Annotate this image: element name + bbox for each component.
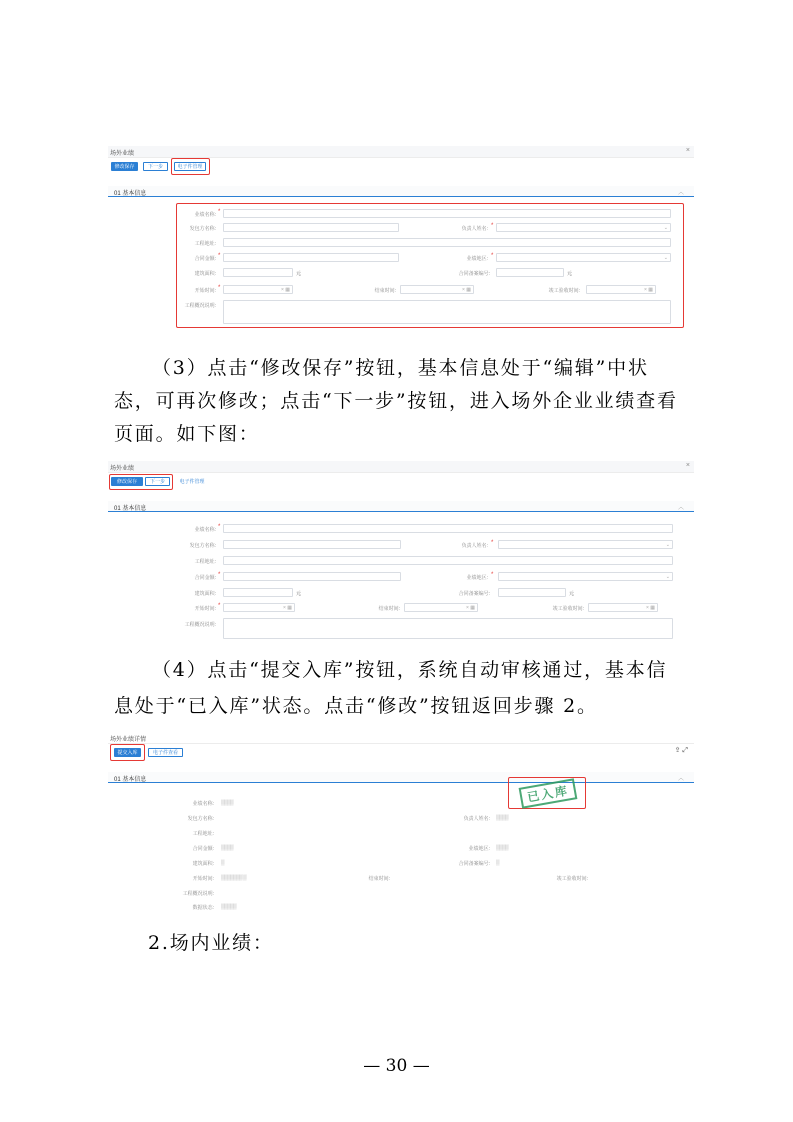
area-input[interactable] bbox=[223, 268, 293, 277]
section-title: 01 基本信息 bbox=[114, 506, 147, 512]
paragraph-step3 bbox=[114, 352, 699, 451]
region-select[interactable] bbox=[496, 253, 671, 262]
para-line: （4）点击“提交入库”按钮，系统自动审核通过，基本信 bbox=[152, 659, 668, 681]
attachment-view-button[interactable]: 电子件查看 bbox=[148, 748, 183, 757]
value-start: ▒▒▒▒▒▒▒ ▒ bbox=[221, 875, 247, 881]
unit: 元 bbox=[296, 591, 302, 597]
label-name: 业绩名称: bbox=[192, 801, 214, 807]
addr-input[interactable] bbox=[223, 556, 673, 565]
highlight-box bbox=[109, 474, 173, 490]
label-region: 业绩地区: bbox=[466, 256, 488, 262]
submit-button[interactable]: 提交入库 bbox=[114, 748, 141, 757]
accept-date-input[interactable] bbox=[586, 285, 656, 294]
paragraph-step4 bbox=[114, 652, 699, 724]
region-select[interactable] bbox=[498, 572, 673, 581]
label-desc: 工程概况说明: bbox=[184, 622, 216, 628]
close-icon[interactable]: × bbox=[685, 462, 690, 469]
section-header bbox=[108, 772, 694, 783]
label-end: 结束时间: bbox=[374, 288, 396, 294]
label-status: 数据状态: bbox=[192, 905, 214, 911]
label-accept: 竣工验收时间: bbox=[556, 876, 588, 882]
owner-input[interactable] bbox=[223, 223, 399, 232]
chevron-down-icon: ⌄ bbox=[665, 542, 670, 548]
label-area: 建筑面积: bbox=[192, 861, 214, 867]
section-header bbox=[108, 186, 694, 197]
screenshot-detail-view bbox=[108, 732, 694, 912]
para-line: （3）点击“修改保存”按钮，基本信息处于“编辑”中状 bbox=[152, 357, 649, 379]
desc-textarea[interactable] bbox=[223, 300, 671, 324]
value-amount: ▒▒▒▒ bbox=[221, 845, 234, 851]
label-start: 开始时间: bbox=[194, 288, 216, 294]
label-person: 负责人姓名: bbox=[461, 226, 488, 232]
calendar-icon: × ▦ bbox=[643, 287, 653, 293]
unit: 元 bbox=[569, 591, 575, 597]
label-start: 开始时间: bbox=[192, 876, 214, 882]
section-title: 01 基本信息 bbox=[114, 191, 147, 197]
desc-textarea[interactable] bbox=[223, 618, 673, 639]
label-name: 业绩名称: bbox=[194, 527, 216, 533]
label-end: 结束时间: bbox=[368, 876, 390, 882]
amount-input[interactable] bbox=[223, 572, 401, 581]
value-contract-no: ▒ bbox=[496, 860, 500, 866]
value-name: ▒▒▒▒ bbox=[221, 800, 234, 806]
attachment-button[interactable]: 电子件管理 bbox=[176, 477, 208, 486]
chevron-up-icon[interactable]: ︿ bbox=[677, 776, 684, 782]
label-accept: 竣工验收时间: bbox=[548, 288, 580, 294]
chevron-up-icon[interactable]: ︿ bbox=[677, 190, 684, 196]
screenshot-edit-form-1 bbox=[108, 146, 694, 330]
save-button[interactable]: 修改保存 bbox=[111, 477, 143, 486]
label-accept: 竣工验收时间: bbox=[552, 606, 584, 612]
close-icon[interactable]: × bbox=[685, 147, 690, 154]
window-title: 场外业绩 bbox=[110, 151, 135, 157]
start-date-input[interactable] bbox=[223, 603, 295, 612]
window-titlebar bbox=[108, 732, 694, 744]
name-input[interactable] bbox=[223, 209, 671, 218]
window-title: 场外业绩 bbox=[110, 466, 135, 472]
window-titlebar bbox=[108, 146, 694, 158]
label-region: 业绩地区: bbox=[466, 575, 488, 581]
label-name: 业绩名称: bbox=[194, 212, 216, 218]
required-mark: * bbox=[218, 572, 221, 578]
label-contract-no: 合同备案编号: bbox=[458, 271, 490, 277]
highlight-box bbox=[171, 158, 210, 175]
window-titlebar bbox=[108, 461, 694, 473]
required-mark: * bbox=[491, 223, 494, 229]
chevron-down-icon: ⌄ bbox=[665, 574, 670, 580]
calendar-icon: × ▦ bbox=[461, 287, 471, 293]
unit: 元 bbox=[567, 271, 573, 277]
label-addr: 工程地址: bbox=[194, 241, 216, 247]
label-amount: 合同金额: bbox=[194, 256, 216, 262]
para-line: 态，可再次修改；点击“下一步”按钮，进入场外企业业绩查看 bbox=[114, 390, 678, 412]
label-contract-no: 合同备案编号: bbox=[458, 861, 490, 867]
calendar-icon: × ▦ bbox=[465, 605, 475, 611]
label-area: 建筑面积: bbox=[194, 271, 216, 277]
accept-date-input[interactable] bbox=[588, 603, 658, 612]
next-button[interactable]: 下一步 bbox=[143, 162, 168, 171]
label-person: 负责人姓名: bbox=[463, 816, 490, 822]
label-region: 业绩地区: bbox=[468, 846, 490, 852]
chevron-down-icon: ⌄ bbox=[663, 225, 668, 231]
save-button[interactable]: 修改保存 bbox=[111, 162, 138, 171]
value-status: ▒▒▒▒▒ bbox=[221, 904, 237, 910]
addr-input[interactable] bbox=[223, 238, 671, 247]
owner-input[interactable] bbox=[223, 540, 401, 549]
required-mark: * bbox=[218, 524, 221, 530]
required-mark: * bbox=[218, 253, 221, 259]
required-mark: * bbox=[491, 540, 494, 546]
calendar-icon: × ▦ bbox=[280, 287, 290, 293]
window-title: 场外业绩详情 bbox=[110, 737, 147, 743]
chevron-down-icon: ⌄ bbox=[663, 255, 668, 261]
start-date-input[interactable] bbox=[223, 285, 293, 294]
end-date-input[interactable] bbox=[404, 603, 478, 612]
calendar-icon: × ▦ bbox=[645, 605, 655, 611]
label-end: 结束时间: bbox=[378, 606, 400, 612]
required-mark: * bbox=[218, 285, 221, 291]
contract-no-input[interactable] bbox=[496, 268, 564, 277]
unit: 元 bbox=[296, 271, 302, 277]
next-button[interactable]: 下一步 bbox=[145, 477, 170, 486]
screenshot-edit-form-2 bbox=[108, 461, 694, 639]
export-icon[interactable]: ⇪ ⤢ bbox=[674, 747, 688, 754]
person-select[interactable] bbox=[498, 540, 673, 549]
stamp-in-stock: 已入库 bbox=[519, 778, 578, 808]
section-header bbox=[108, 501, 694, 512]
label-owner: 发包方名称: bbox=[189, 543, 216, 549]
required-mark: * bbox=[491, 572, 494, 578]
label-contract-no: 合同备案编号: bbox=[458, 591, 490, 597]
value-person: ▒▒▒▒ bbox=[496, 815, 509, 821]
area-input[interactable] bbox=[223, 588, 293, 597]
label-amount: 合同金额: bbox=[194, 575, 216, 581]
page-number: — 30 — bbox=[363, 1056, 430, 1076]
required-mark: * bbox=[491, 253, 494, 259]
para-line: 息处于“已入库”状态。点击“修改”按钮返回步骤 2。 bbox=[114, 695, 598, 717]
label-addr: 工程地址: bbox=[192, 831, 214, 837]
end-date-input[interactable] bbox=[400, 285, 474, 294]
label-person: 负责人姓名: bbox=[461, 543, 488, 549]
highlight-box bbox=[110, 744, 145, 761]
contract-no-input[interactable] bbox=[498, 588, 566, 597]
chevron-up-icon[interactable]: ︿ bbox=[677, 505, 684, 511]
value-region: ▒▒▒▒ bbox=[496, 845, 509, 851]
label-amount: 合同金额: bbox=[192, 846, 214, 852]
section-title: 01 基本信息 bbox=[114, 777, 147, 783]
attachment-button[interactable]: 电子件管理 bbox=[174, 162, 206, 171]
person-select[interactable] bbox=[496, 223, 671, 232]
label-area: 建筑面积: bbox=[194, 591, 216, 597]
name-input[interactable] bbox=[223, 524, 673, 533]
value-area: ▒ bbox=[221, 860, 225, 866]
para-line: 页面。如下图： bbox=[114, 423, 260, 445]
label-owner: 发包方名称: bbox=[189, 226, 216, 232]
amount-input[interactable] bbox=[223, 253, 399, 262]
label-owner: 发包方名称: bbox=[187, 816, 214, 822]
calendar-icon: × ▦ bbox=[282, 605, 292, 611]
required-mark: * bbox=[218, 209, 221, 215]
heading-onsite-performance: 2.场内业绩： bbox=[148, 932, 274, 954]
required-mark: * bbox=[218, 603, 221, 609]
label-desc: 工程概况说明: bbox=[184, 303, 216, 309]
label-start: 开始时间: bbox=[194, 606, 216, 612]
label-addr: 工程地址: bbox=[194, 559, 216, 565]
label-desc: 工程概况说明: bbox=[182, 891, 214, 897]
